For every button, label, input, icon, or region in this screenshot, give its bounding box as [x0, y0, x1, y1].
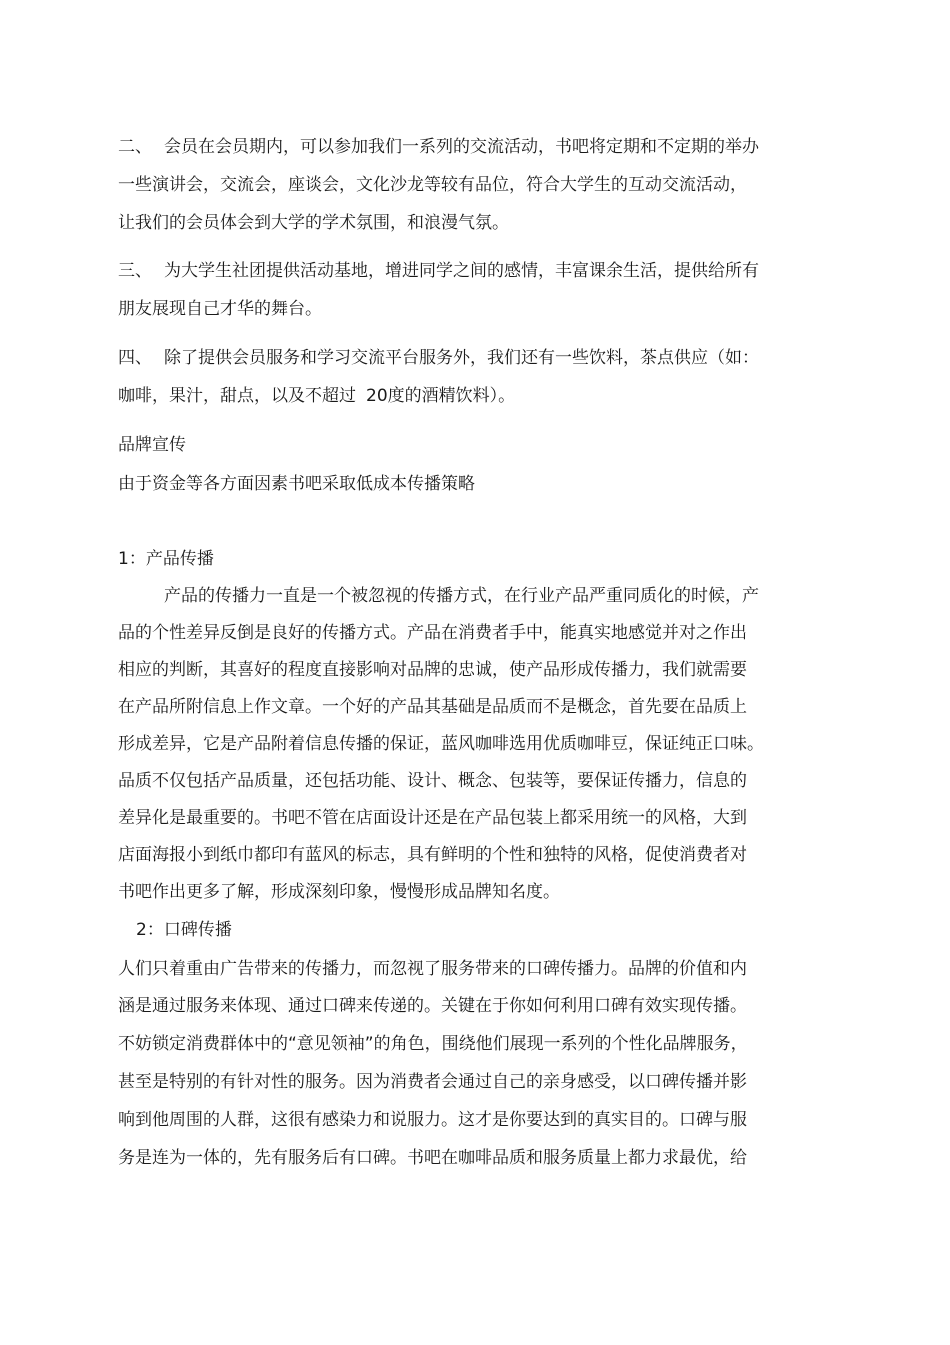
section-two-number: 二、	[118, 137, 152, 157]
product-line-3: 相应的判断，其喜好的程度直接影响对品牌的忠诚，使产品形成传播力，我们就需要	[118, 660, 747, 680]
product-line-4: 在产品所附信息上作文章。一个好的产品其基础是品质而不是概念，首先要在品质上	[118, 697, 747, 717]
section-two-line-3: 让我们的会员体会到大学的学术氛围，和浪漫气氛。	[118, 213, 509, 233]
section-three-text: 为大学生社团提供活动基地，增进同学之间的感情，丰富课余生活，提供给所有	[164, 261, 759, 281]
section-four-text: 除了提供会员服务和学习交流平台服务外，我们还有一些饮料，茶点供应（如：	[164, 348, 759, 368]
word-of-mouth-line-5: 响到他周围的人群，这很有感染力和说服力。这才是你要达到的真实目的。口碑与服	[118, 1110, 747, 1130]
section-two-line-1	[118, 136, 759, 158]
section-three-line-1	[118, 260, 759, 282]
word-of-mouth-line-4: 甚至是特别的有针对性的服务。因为消费者会通过自己的亲身感受，以口碑传播并影	[118, 1072, 747, 1092]
section-four-text-a: 咖啡，果汁，甜点，以及不超过	[118, 386, 356, 406]
section-three-line-2: 朋友展现自己才华的舞台。	[118, 299, 322, 319]
section-four-line-1	[118, 347, 759, 369]
section-two-text: 会员在会员期内，可以参加我们一系列的交流活动，书吧将定期和不定期的举办	[164, 137, 759, 157]
word-of-mouth-line-1: 人们只着重由广告带来的传播力，而忽视了服务带来的口碑传播力。品牌的价值和内	[118, 959, 747, 979]
product-line-5: 形成差异，它是产品附着信息传播的保证，蓝风咖啡选用优质咖啡豆，保证纯正口味。	[118, 734, 764, 754]
word-of-mouth-line-3: 不妨锁定消费群体中的“意见领袖”的角色，围绕他们展现一系列的个性化品牌服务，	[118, 1034, 748, 1054]
product-line-7: 差异化是最重要的。书吧不管在店面设计还是在产品包装上都采用统一的风格，大到	[118, 808, 747, 828]
brand-intro: 由于资金等各方面因素书吧采取低成本传播策略	[118, 474, 475, 494]
section-three-number: 三、	[118, 261, 152, 281]
section-four-number: 四、	[118, 348, 152, 368]
product-line-2: 品的个性差异反倒是良好的传播方式。产品在消费者手中，能真实地感觉并对之作出	[118, 623, 747, 643]
product-heading: 1：产品传播	[118, 549, 214, 569]
product-line-6: 品质不仅包括产品质量，还包括功能、设计、概念、包装等，要保证传播力，信息的	[118, 771, 747, 791]
product-line-8: 店面海报小到纸巾都印有蓝风的标志，具有鲜明的个性和独特的风格，促使消费者对	[118, 845, 747, 865]
section-two-line-2: 一些演讲会，交流会，座谈会，文化沙龙等较有品位，符合大学生的互动交流活动，	[118, 175, 747, 195]
word-of-mouth-heading: 2：口碑传播	[136, 920, 232, 940]
word-of-mouth-line-2: 涵是通过服务来体现、通过口碑来传递的。关键在于你如何利用口碑有效实现传播。	[118, 996, 747, 1016]
section-four-text-b: 20度的酒精饮料）。	[366, 386, 516, 406]
word-of-mouth-line-6: 务是连为一体的，先有服务后有口碑。书吧在咖啡品质和服务质量上都力求最优，给	[118, 1148, 747, 1168]
section-four-line-2	[118, 385, 515, 407]
product-line-9: 书吧作出更多了解，形成深刻印象，慢慢形成品牌知名度。	[118, 882, 560, 902]
product-line-1: 产品的传播力一直是一个被忽视的传播方式，在行业产品严重同质化的时候，产	[164, 586, 759, 606]
brand-heading: 品牌宣传	[118, 435, 186, 455]
